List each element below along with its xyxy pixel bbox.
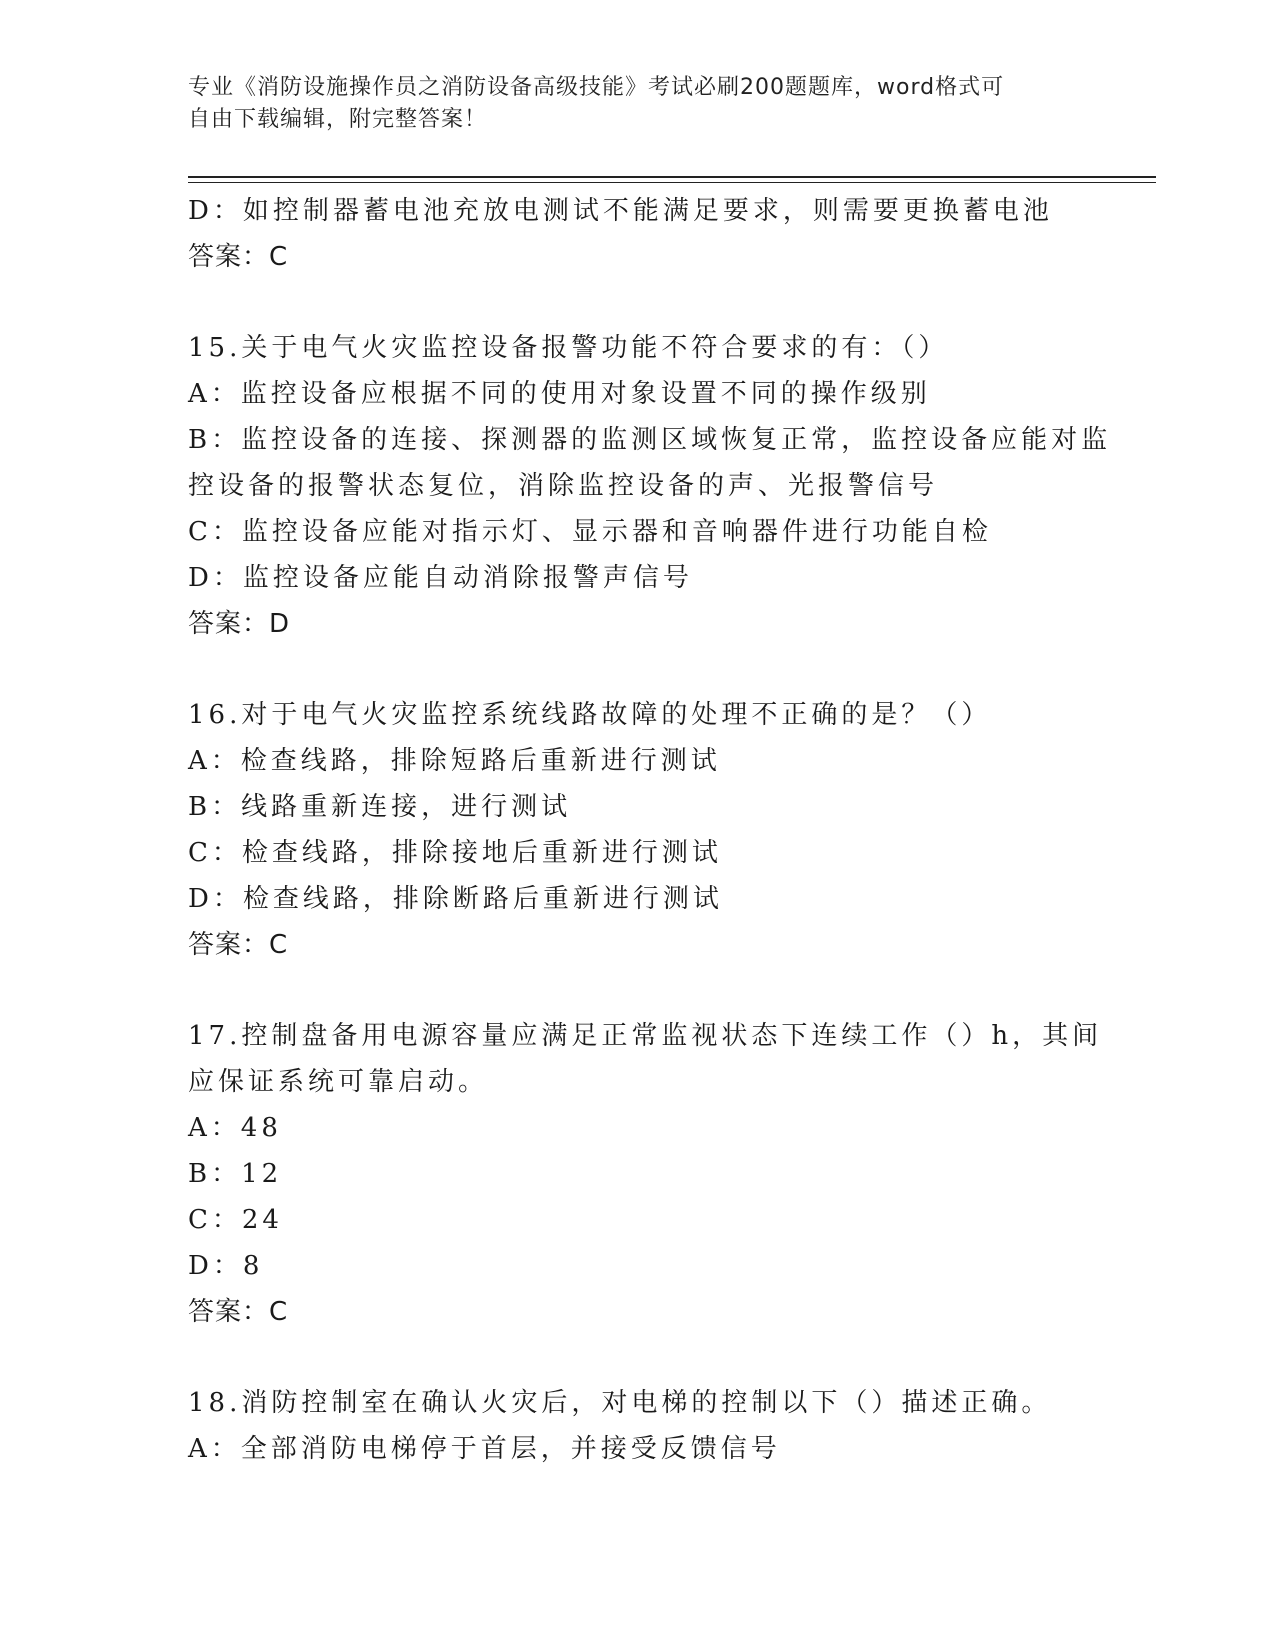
option-b: B：12 (188, 1159, 283, 1189)
question-stem: 16.对于电气火灾监控系统线路故障的处理不正确的是？（） (188, 700, 992, 730)
option-a: A：检查线路，排除短路后重新进行测试 (188, 746, 721, 776)
previous-question-tail (188, 188, 1088, 280)
option-a: A：48 (188, 1113, 282, 1143)
header-title-line-2: 自由下载编辑，附完整答案！ (188, 107, 488, 132)
option-b-continued: 控设备的报警状态复位，消除监控设备的声、光报警信号 (188, 471, 939, 501)
question-18 (188, 1380, 1088, 1472)
document-header (188, 72, 1088, 136)
option-a: A：监控设备应根据不同的使用对象设置不同的操作级别 (188, 379, 931, 409)
header-title-line-1: 专业《消防设施操作员之消防设备高级技能》考试必刷200题题库，word格式可 (188, 75, 1005, 100)
answer-line: 答案：C (188, 930, 289, 960)
option-b: B：线路重新连接，进行测试 (188, 792, 572, 822)
option-d: D：8 (188, 1251, 264, 1281)
option-b: B：监控设备的连接、探测器的监测区域恢复正常，监控设备应能对监 (188, 425, 1112, 455)
question-16 (188, 692, 1088, 968)
header-divider (188, 176, 1156, 178)
question-stem: 18.消防控制室在确认火灾后，对电梯的控制以下（）描述正确。 (188, 1388, 1052, 1418)
option-d: D：如控制器蓄电池充放电测试不能满足要求，则需要更换蓄电池 (188, 196, 1053, 226)
question-stem: 15.关于电气火灾监控设备报警功能不符合要求的有：（） (188, 333, 949, 363)
question-stem: 17.控制盘备用电源容量应满足正常监视状态下连续工作（）h，其间 (188, 1021, 1103, 1051)
answer-line: 答案：D (188, 609, 291, 639)
option-d: D：监控设备应能自动消除报警声信号 (188, 563, 693, 593)
question-17 (188, 1013, 1103, 1335)
option-c: C：24 (188, 1205, 283, 1235)
document-body (188, 188, 1112, 1472)
answer-line: 答案：C (188, 242, 289, 272)
answer-line: 答案：C (188, 1297, 289, 1327)
question-stem-continued: 应保证系统可靠启动。 (188, 1067, 489, 1097)
option-a: A：全部消防电梯停于首层，并接受反馈信号 (188, 1434, 781, 1464)
option-c: C：监控设备应能对指示灯、显示器和音响器件进行功能自检 (188, 517, 992, 547)
header-divider-thin (188, 182, 1156, 183)
option-c: C：检查线路，排除接地后重新进行测试 (188, 838, 722, 868)
question-15 (188, 325, 1112, 647)
option-d: D：检查线路，排除断路后重新进行测试 (188, 884, 723, 914)
